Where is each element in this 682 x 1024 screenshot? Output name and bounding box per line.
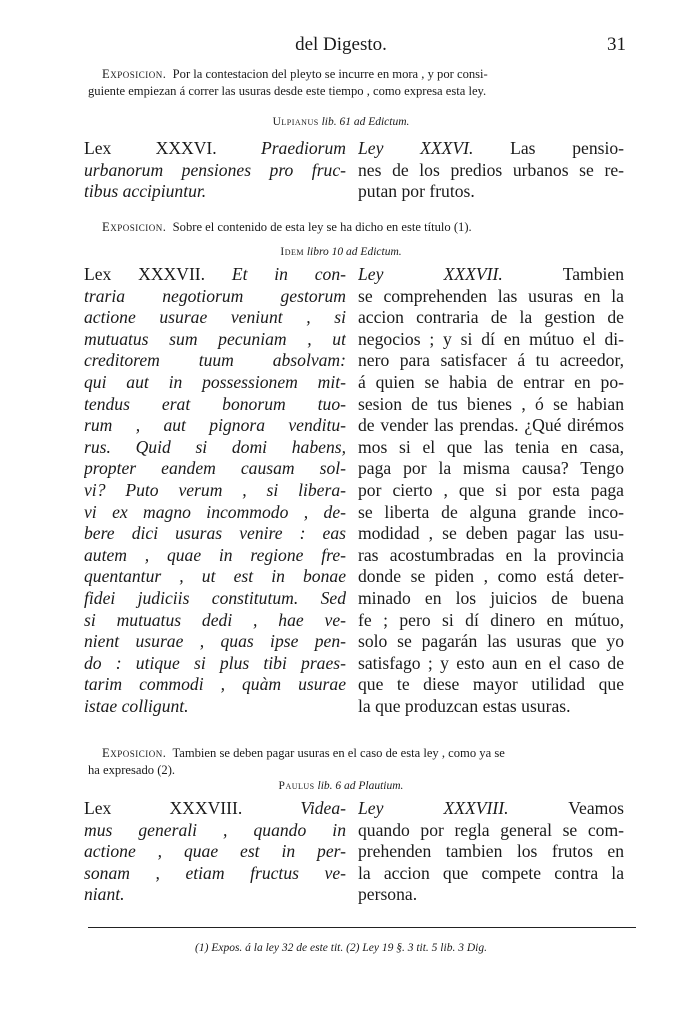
rubric-reference: lib. 6 ad Plautium. — [317, 780, 404, 792]
latin-line: vi? Puto verum , si libera- — [84, 479, 346, 500]
exposition-line: ha expresado (2). — [88, 763, 176, 777]
latin-line: do : utique si plus tibi praes- — [84, 652, 346, 673]
latin-line: sonam , etiam fructus ve- — [84, 862, 346, 883]
spanish-line: Ley XXXVII. Tambien — [358, 264, 624, 284]
exposition-2 — [88, 219, 628, 236]
latin-line: si mutuatus dedi , hae ve- — [84, 609, 346, 630]
spanish-line: á quien se habia de entrar en po- — [358, 371, 624, 392]
latin-line: quentantur , ut est in bonae — [84, 566, 346, 587]
spanish-line: minado en los juicios de buena — [358, 587, 624, 608]
latin-line: actione usurae veniunt , si — [84, 307, 346, 328]
latin-text-xxxvii — [84, 264, 346, 717]
exposition-line: Exposicion. Por la contestacion del pleyto se incurre en mora , y por consi- — [102, 67, 488, 81]
latin-text-xxxviii — [84, 798, 346, 906]
spanish-line: sesion de tus bienes , ó se habian — [358, 393, 624, 414]
latin-line: Lex XXXVIII. Videa- — [84, 798, 346, 818]
latin-line: tibus accipiuntur. — [84, 181, 207, 202]
footnote-rule — [88, 927, 636, 928]
spanish-line: accion contraria de la gestion de — [358, 307, 624, 328]
page-title: del Digesto. — [295, 34, 387, 55]
spanish-line: paga por la misma causa? Tengo — [358, 458, 624, 479]
latin-line: urbanorum pensiones pro fruc- — [84, 159, 346, 180]
exposition-label: Exposicion. — [102, 746, 167, 760]
rubric-author: Ulpianus — [272, 116, 319, 128]
latin-line: tendus erat bonorum tuo- — [84, 393, 346, 414]
rubric-author: Idem — [280, 246, 304, 258]
spanish-text-xxxvi — [358, 138, 624, 203]
latin-line: rus. Quid si domi habens, — [84, 436, 346, 457]
rubric-ulpianus — [0, 116, 682, 128]
exposition-label: Exposicion. — [102, 220, 167, 234]
spanish-line: negocios ; y si dí en mútuo el di- — [358, 328, 624, 349]
law-number: Lex XXXVII. — [84, 264, 206, 284]
latin-line: istae colligunt. — [84, 695, 189, 716]
spanish-line: solo se pagarán las usuras que yo — [358, 631, 624, 652]
spanish-line: de vender las prendas. ¿Qué dirémos — [358, 415, 624, 436]
spanish-line: Ley XXXVI. Las pensio- — [358, 138, 624, 158]
rubric-paulus — [0, 780, 682, 792]
latin-line: Lex XXXVII. Et in con- — [84, 264, 346, 284]
spanish-line: la que produzcan estas usuras. — [358, 695, 571, 716]
spanish-text-xxxviii — [358, 798, 624, 906]
spanish-line: se comprehenden las usuras en la — [358, 285, 624, 306]
latin-line: actione , quae est in per- — [84, 841, 346, 862]
running-head — [0, 34, 682, 60]
law-number: Ley XXXVII. — [358, 264, 503, 284]
exposition-line: Exposicion. Sobre el contenido de esta ley se ha dicho en este título (1). — [102, 220, 472, 234]
spanish-line: la accion que compete contra la — [358, 862, 624, 883]
spanish-line: fe ; pero si dí dinero en mútuo, — [358, 609, 624, 630]
latin-line: Lex XXXVI. Praediorum — [84, 138, 346, 158]
rubric-author: Paulus — [278, 780, 315, 792]
latin-line: autem , quae in regione fre- — [84, 544, 346, 565]
spanish-line: modidad , se deben pagar las usu- — [358, 523, 624, 544]
spanish-line: mos si el que las tenia en casa, — [358, 436, 624, 457]
law-number: Ley XXXVIII. — [358, 798, 509, 818]
rubric-reference: libro 10 ad Edictum. — [306, 246, 402, 258]
exposition-1 — [88, 66, 628, 100]
latin-line: mutuatus sum pecuniam , ut — [84, 328, 346, 349]
latin-line: niant. — [84, 884, 125, 905]
page-number: 31 — [607, 34, 626, 55]
spanish-line: por cierto , que si por esta paga — [358, 479, 624, 500]
latin-line: vi ex magno incommodo , de- — [84, 501, 346, 522]
spanish-line: satisfago ; y esto aun en el caso de — [358, 652, 624, 673]
spanish-line: nes de los predios urbanos se re- — [358, 159, 624, 180]
spanish-line: Ley XXXVIII. Veamos — [358, 798, 624, 818]
latin-line: bere dici usuras venire : eas — [84, 523, 346, 544]
spanish-line: putan por frutos. — [358, 181, 475, 202]
spanish-line: ras acostumbradas en la provincia — [358, 544, 624, 565]
law-number: Ley XXXVI. — [358, 138, 474, 158]
latin-line: mus generali , quando in — [84, 819, 346, 840]
latin-line: propter eandem causam sol- — [84, 458, 346, 479]
latin-line: nient usurae , quas ipse pen- — [84, 631, 346, 652]
rubric-reference: lib. 61 ad Edictum. — [321, 116, 410, 128]
law-number: Lex XXXVI. — [84, 138, 217, 158]
spanish-line: se liberta de alguna grande inco- — [358, 501, 624, 522]
exposition-label: Exposicion. — [102, 67, 167, 81]
latin-line: creditorem tuum absolvam: — [84, 350, 346, 371]
exposition-3 — [88, 745, 628, 779]
law-number: Lex XXXVIII. — [84, 798, 243, 818]
spanish-line: donde se piden , como está deter- — [358, 566, 624, 587]
spanish-text-xxxvii — [358, 264, 624, 717]
latin-line: tarim commodi , quàm usurae — [84, 674, 346, 695]
spanish-line: que te diese mayor utilidad que — [358, 674, 624, 695]
latin-line: fidei judiciis constitutum. Sed — [84, 587, 346, 608]
spanish-line: prehenden tambien los frutos en — [358, 841, 624, 862]
latin-text-xxxvi — [84, 138, 346, 203]
latin-line: traria negotiorum gestorum — [84, 285, 346, 306]
latin-line: qui aut in possessionem mit- — [84, 371, 346, 392]
footnotes: (1) Expos. á la ley 32 de este tit. (2) Ley 19 §. 3 tit. 5 lib. 3 Dig. — [195, 942, 487, 954]
spanish-line: nero para satisfacer á tu acreedor, — [358, 350, 624, 371]
spanish-line: persona. — [358, 884, 418, 905]
exposition-line: Exposicion. Tambien se deben pagar usuras en el caso de esta ley , como ya se — [102, 746, 505, 760]
exposition-line: guiente empiezan á correr las usuras desde este tiempo , como expresa esta ley. — [88, 84, 487, 98]
rubric-idem — [0, 246, 682, 258]
latin-line: rum , aut pignora venditu- — [84, 415, 346, 436]
spanish-line: quando por regla general se com- — [358, 819, 624, 840]
